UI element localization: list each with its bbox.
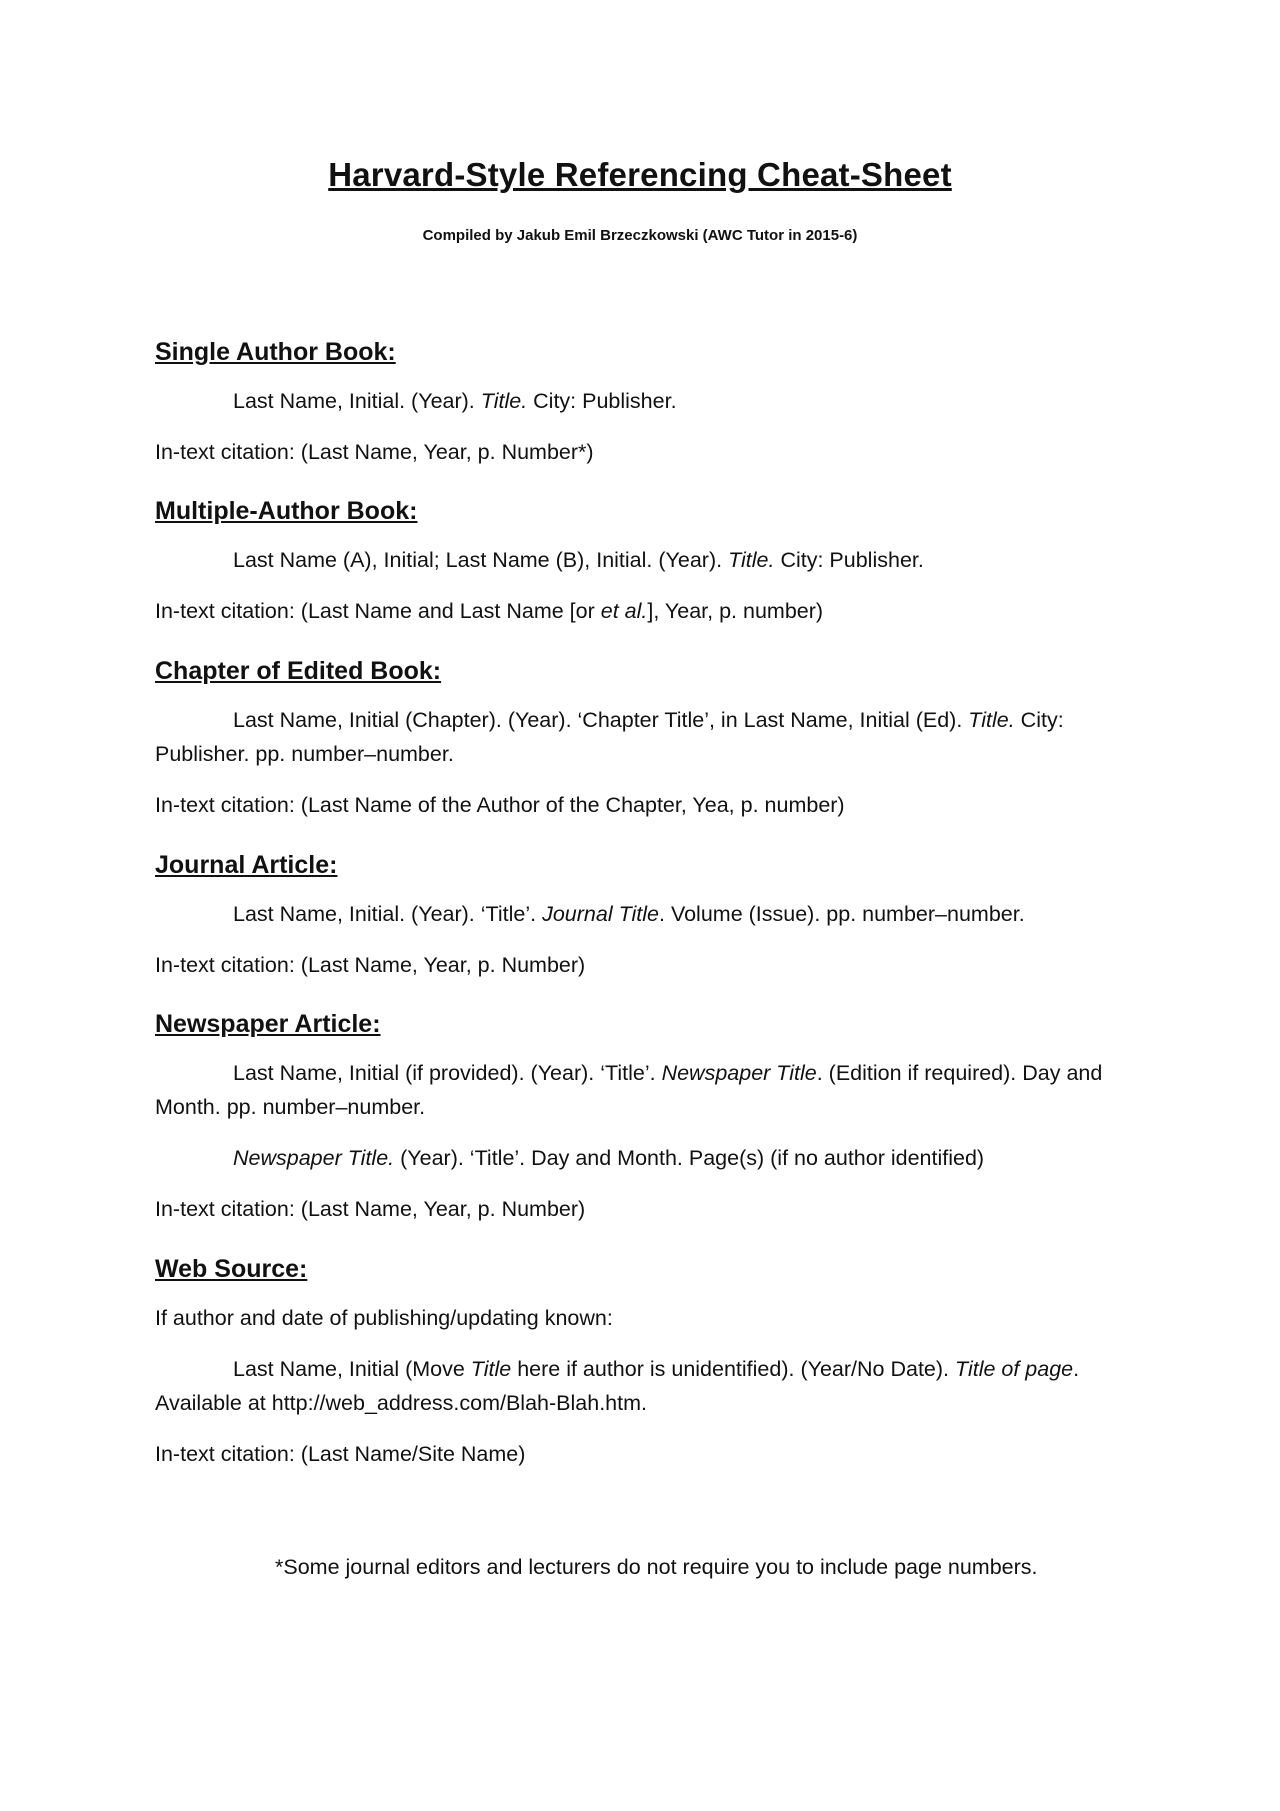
reference-format-no-author: Newspaper Title. (Year). ‘Title’. Day and Month. Page(s) (if no author identified) [233,1146,985,1170]
page-title: Harvard-Style Referencing Cheat-Sheet [328,156,952,193]
section-heading: Chapter of Edited Book: [155,657,442,685]
section-heading: Newspaper Article: [155,1010,381,1038]
reference-format: Last Name (A), Initial; Last Name (B), Initial. (Year). Title. City: Publisher. [233,548,924,572]
section-heading: Single Author Book: [155,338,396,366]
section-single-author-book [155,336,1135,469]
in-text-citation: In-text citation: (Last Name, Year, p. Number) [155,953,586,977]
in-text-citation: In-text citation: (Last Name, Year, p. Number) [155,1197,586,1221]
section-chapter-edited-book [155,655,1135,822]
section-newspaper-article [155,1008,1135,1226]
in-text-citation: In-text citation: (Last Name of the Author of the Chapter, Yea, p. number) [155,793,845,817]
reference-format: Last Name, Initial (Chapter). (Year). ‘Chapter Title’, in Last Name, Initial (Ed). Title. City: Publisher. pp. number–number. [155,708,1064,766]
reference-format: Last Name, Initial (if provided). (Year). ‘Title’. Newspaper Title. (Edition if required). Day and Month. pp. number–number. [155,1061,1103,1119]
section-heading: Journal Article: [155,851,338,879]
in-text-citation: In-text citation: (Last Name, Year, p. Number*) [155,440,594,464]
section-web-source [155,1253,1135,1471]
section-heading: Web Source: [155,1255,308,1283]
reference-format: Last Name, Initial (Move Title here if author is unidentified). (Year/No Date). Title of page. Available at http://web_address.com/Blah-Blah.htm. [155,1357,1080,1415]
footnote: *Some journal editors and lecturers do not require you to include page numbers. [275,1555,1038,1579]
section-multiple-author-book [155,495,1135,628]
in-text-citation: In-text citation: (Last Name/Site Name) [155,1442,526,1466]
in-text-citation: In-text citation: (Last Name and Last Name [or et al.], Year, p. number) [155,599,824,623]
reference-format: Last Name, Initial. (Year). Title. City: Publisher. [233,389,677,413]
page-subtitle: Compiled by Jakub Emil Brzeczkowski (AWC Tutor in 2015-6) [422,227,858,244]
web-note: If author and date of publishing/updating known: [155,1306,613,1330]
section-journal-article [155,849,1135,982]
reference-format: Last Name, Initial. (Year). ‘Title’. Journal Title. Volume (Issue). pp. number–number. [233,902,1025,926]
section-heading: Multiple-Author Book: [155,497,418,525]
